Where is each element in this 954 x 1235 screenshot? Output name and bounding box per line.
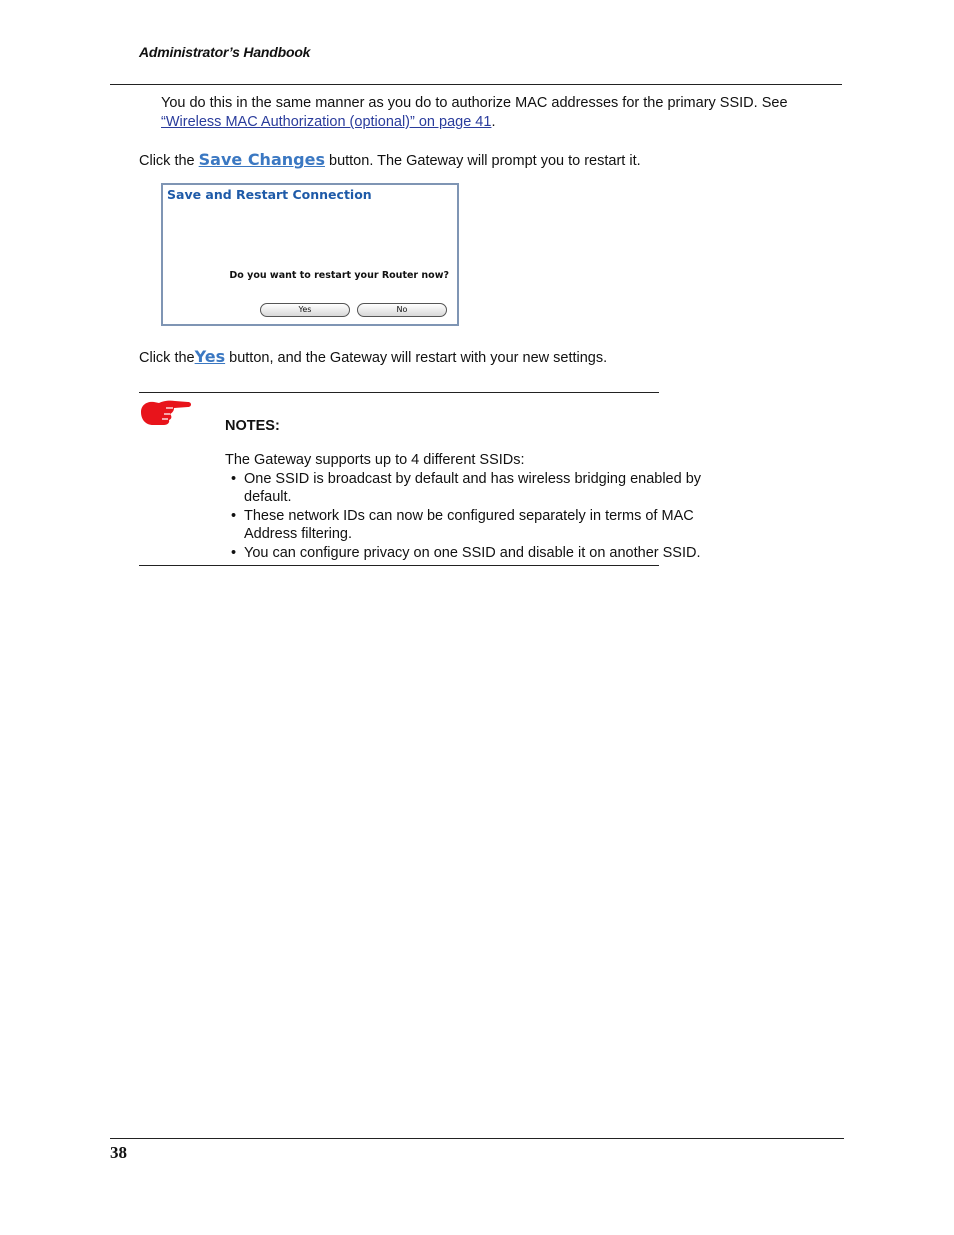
notes-item-text: You can configure privacy on one SSID and disable it on another SSID. <box>244 544 701 561</box>
intro-text: You do this in the same manner as you do to authorize MAC addresses for the primary SSID. See <box>161 95 788 111</box>
save-changes-button-reference: Save Changes <box>198 150 325 169</box>
notes-item-text: One SSID is broadcast by default and has wireless bridging enabled by default. <box>244 470 702 505</box>
dialog-no-button[interactable]: No <box>357 303 447 317</box>
notes-item-text: These network IDs can now be configured separately in terms of MAC Address filtering. <box>244 507 694 542</box>
step-save-suffix: button. The Gateway will prompt you to restart it. <box>329 153 641 169</box>
notes-bottom-rule <box>139 565 659 566</box>
step-yes-prefix: Click the <box>139 350 195 366</box>
dialog-question: Do you want to restart your Router now? <box>229 270 449 281</box>
footer-rule <box>110 1138 844 1139</box>
cross-reference-link[interactable]: “Wireless MAC Authorization (optional)” on page 41 <box>161 114 492 130</box>
yes-button-reference: Yes <box>194 347 226 366</box>
dialog-title: Save and Restart Connection <box>167 187 372 202</box>
bullet: • <box>231 507 237 524</box>
list-item <box>225 470 745 507</box>
running-header: Administrator’s Handbook <box>139 44 311 60</box>
notes-heading: NOTES: <box>225 418 280 434</box>
pointing-hand-icon <box>139 398 193 428</box>
notes-top-rule <box>139 392 659 393</box>
bullet: • <box>231 544 237 561</box>
intro-period: . <box>491 114 496 130</box>
header-rule <box>110 84 842 85</box>
list-item <box>225 507 724 544</box>
notes-intro: The Gateway supports up to 4 different SSIDs: <box>225 452 525 468</box>
step-yes <box>139 347 839 368</box>
dialog-yes-button[interactable]: Yes <box>260 303 350 317</box>
step-save-changes <box>139 150 839 171</box>
step-save-prefix: Click the <box>139 153 195 169</box>
notes-body <box>225 451 745 562</box>
page-number: 38 <box>110 1143 127 1162</box>
notes-list <box>225 470 745 563</box>
intro-paragraph <box>161 94 841 132</box>
step-yes-suffix: button, and the Gateway will restart with your new settings. <box>229 350 608 366</box>
restart-dialog <box>161 183 459 326</box>
list-item <box>225 544 745 563</box>
bullet: • <box>231 470 237 487</box>
